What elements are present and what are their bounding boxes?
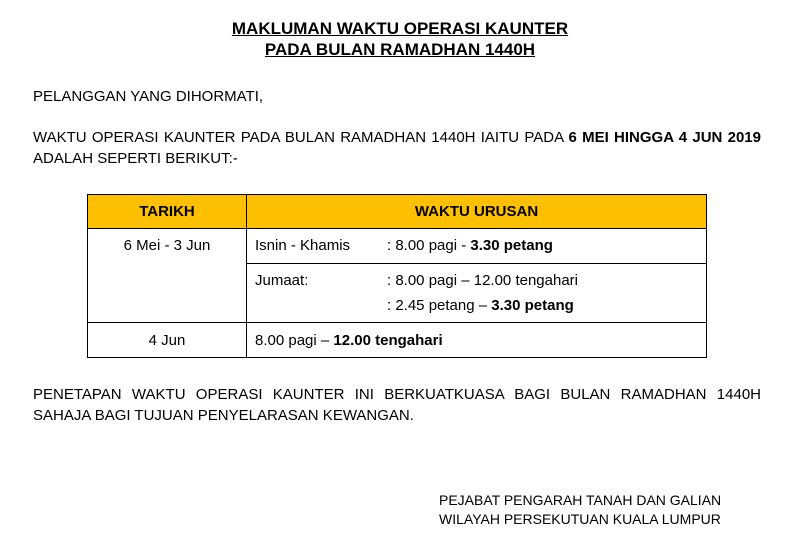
signature-line2: WILAYAH PERSEKUTUAN KUALA LUMPUR — [439, 511, 721, 527]
hours-cell — [247, 323, 707, 358]
schedule-table — [87, 194, 707, 358]
header-hours: WAKTU URUSAN — [247, 195, 707, 229]
intro-paragraph — [33, 127, 761, 169]
time-range: : 8.00 pagi – 12.00 tengahari — [387, 271, 578, 289]
hours-cell — [247, 229, 707, 264]
date-cell: 4 Jun — [88, 323, 247, 358]
closing-paragraph: PENETAPAN WAKTU OPERASI KAUNTER INI BERKUATKUASA BAGI BULAN RAMADHAN 1440H SAHAJA BAGI TUJUAN PENYELARASAN KEWANGAN. — [33, 386, 761, 424]
notice-title-line2: PADA BULAN RAMADHAN 1440H — [264, 40, 536, 59]
day-label: Jumaat: — [255, 271, 309, 289]
date-cell — [88, 229, 247, 323]
table-row — [88, 229, 707, 264]
greeting: PELANGGAN YANG DIHORMATI, — [33, 88, 264, 105]
hours-group — [247, 236, 706, 256]
time-range: : 2.45 petang – 3.30 petang — [387, 296, 574, 314]
table-row — [88, 323, 707, 358]
hours-cell — [247, 264, 707, 323]
table-header-row — [88, 195, 707, 229]
time-range: : 8.00 pagi - 3.30 petang — [387, 237, 553, 254]
date-range-text: 6 Mei - 3 Jun — [123, 237, 211, 254]
intro-prefix: WAKTU OPERASI KAUNTER PADA BULAN RAMADHAN 1440H IAITU PADA — [33, 129, 569, 146]
notice-title-line1: MAKLUMAN WAKTU OPERASI KAUNTER — [231, 19, 569, 38]
intro-suffix: ADALAH SEPERTI BERIKUT:- — [33, 150, 238, 167]
intro-date-range: 6 MEI HINGGA 4 JUN 2019 — [568, 129, 761, 146]
day-label: Isnin - Khamis — [255, 237, 351, 254]
time-range: 8.00 pagi – 12.00 tengahari — [255, 331, 443, 349]
header-date: TARIKH — [88, 195, 247, 229]
hours-group — [247, 271, 706, 316]
signature-line1: PEJABAT PENGARAH TANAH DAN GALIAN — [439, 492, 722, 508]
